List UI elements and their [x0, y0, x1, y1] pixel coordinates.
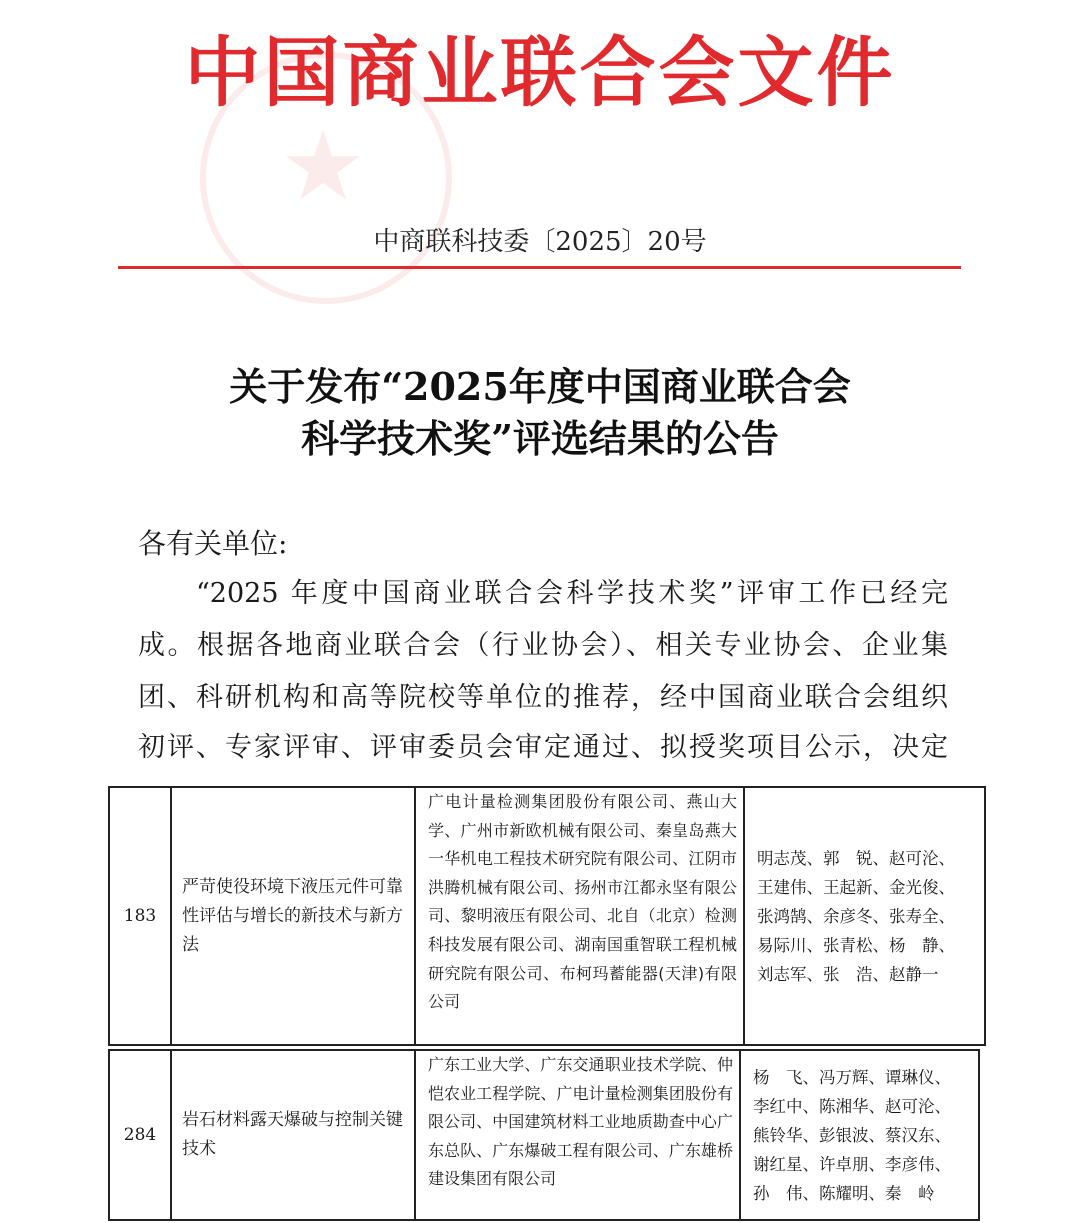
document-header-title: 中国商业联合会文件	[184, 28, 896, 117]
awards-table-fragment-2	[108, 1049, 980, 1221]
person-line: 明志茂、郭 锐、赵可沦、	[757, 848, 955, 868]
table-row	[109, 787, 985, 1045]
person-line: 易际川、张青松、杨 静、	[757, 935, 955, 955]
awards-table-fragment-1	[108, 786, 986, 1046]
body-paragraph-line: 成。根据各地商业联合会（行业协会）、相关专业协会、企业集	[138, 630, 948, 661]
body-paragraph-line: “2025 年度中国商业联合会科学技术奖”评审工作已经完	[196, 578, 948, 609]
seal-star-icon: ★	[280, 110, 367, 222]
award-number: 284	[109, 1050, 171, 1220]
project-name: 岩石材料露天爆破与控制关键技术	[171, 1050, 415, 1220]
completing-units: 广电计量检测集团股份有限公司、燕山大学、广州市新欧机械有限公司、秦皇岛燕大一华机电工程技术研究院有限公司、江阴市洪腾机械有限公司、扬州市江都永坚有限公司、黎明液压有限公司、北自（北京）检测科技发展有限公司、湖南国重智联工程机械研究院有限公司、布柯玛蓄能器(天津)有限公司	[415, 787, 744, 1045]
notice-title-line-2: 科学技术奖”评选结果的公告	[301, 416, 779, 461]
header-divider	[118, 266, 961, 269]
person-line: 王建伟、王起新、金光俊、	[757, 877, 955, 897]
person-line: 谢红星、许卓朋、李彦伟、	[753, 1154, 951, 1174]
person-line: 刘志军、张 浩、赵静一	[757, 964, 939, 984]
award-number: 183	[109, 787, 171, 1045]
document-number: 中商联科技委〔2025〕20号	[373, 227, 707, 257]
notice-title-line-1: 关于发布“2025年度中国商业联合会	[229, 364, 851, 409]
table-row	[109, 1050, 979, 1220]
project-name: 严苛使役环境下液压元件可靠性评估与增长的新技术与新方法	[171, 787, 415, 1045]
person-line: 张鸿鹄、余彦冬、张寿全、	[757, 906, 955, 926]
body-paragraph-line: 团、科研机构和高等院校等单位的推荐，经中国商业联合会组织	[138, 682, 948, 713]
person-line: 熊铃华、彭银波、蔡汉东、	[753, 1125, 951, 1145]
completing-units: 广东工业大学、广东交通职业技术学院、仲恺农业工程学院、广电计量检测集团股份有限公司、中国建筑材料工业地质勘查中心广东总队、广东爆破工程有限公司、广东雄桥建设集团有限公司	[415, 1050, 740, 1220]
completing-people	[740, 1050, 979, 1220]
body-paragraph-line: 初评、专家评审、评审委员会审定通过、拟授奖项目公示，决定	[138, 732, 948, 763]
completing-people	[744, 787, 985, 1045]
person-line: 孙 伟、陈耀明、秦 岭	[753, 1183, 935, 1203]
person-line: 李红中、陈湘华、赵可沦、	[753, 1096, 951, 1116]
salutation: 各有关单位:	[138, 527, 288, 560]
person-line: 杨 飞、冯万辉、谭琳仪、	[753, 1067, 951, 1087]
